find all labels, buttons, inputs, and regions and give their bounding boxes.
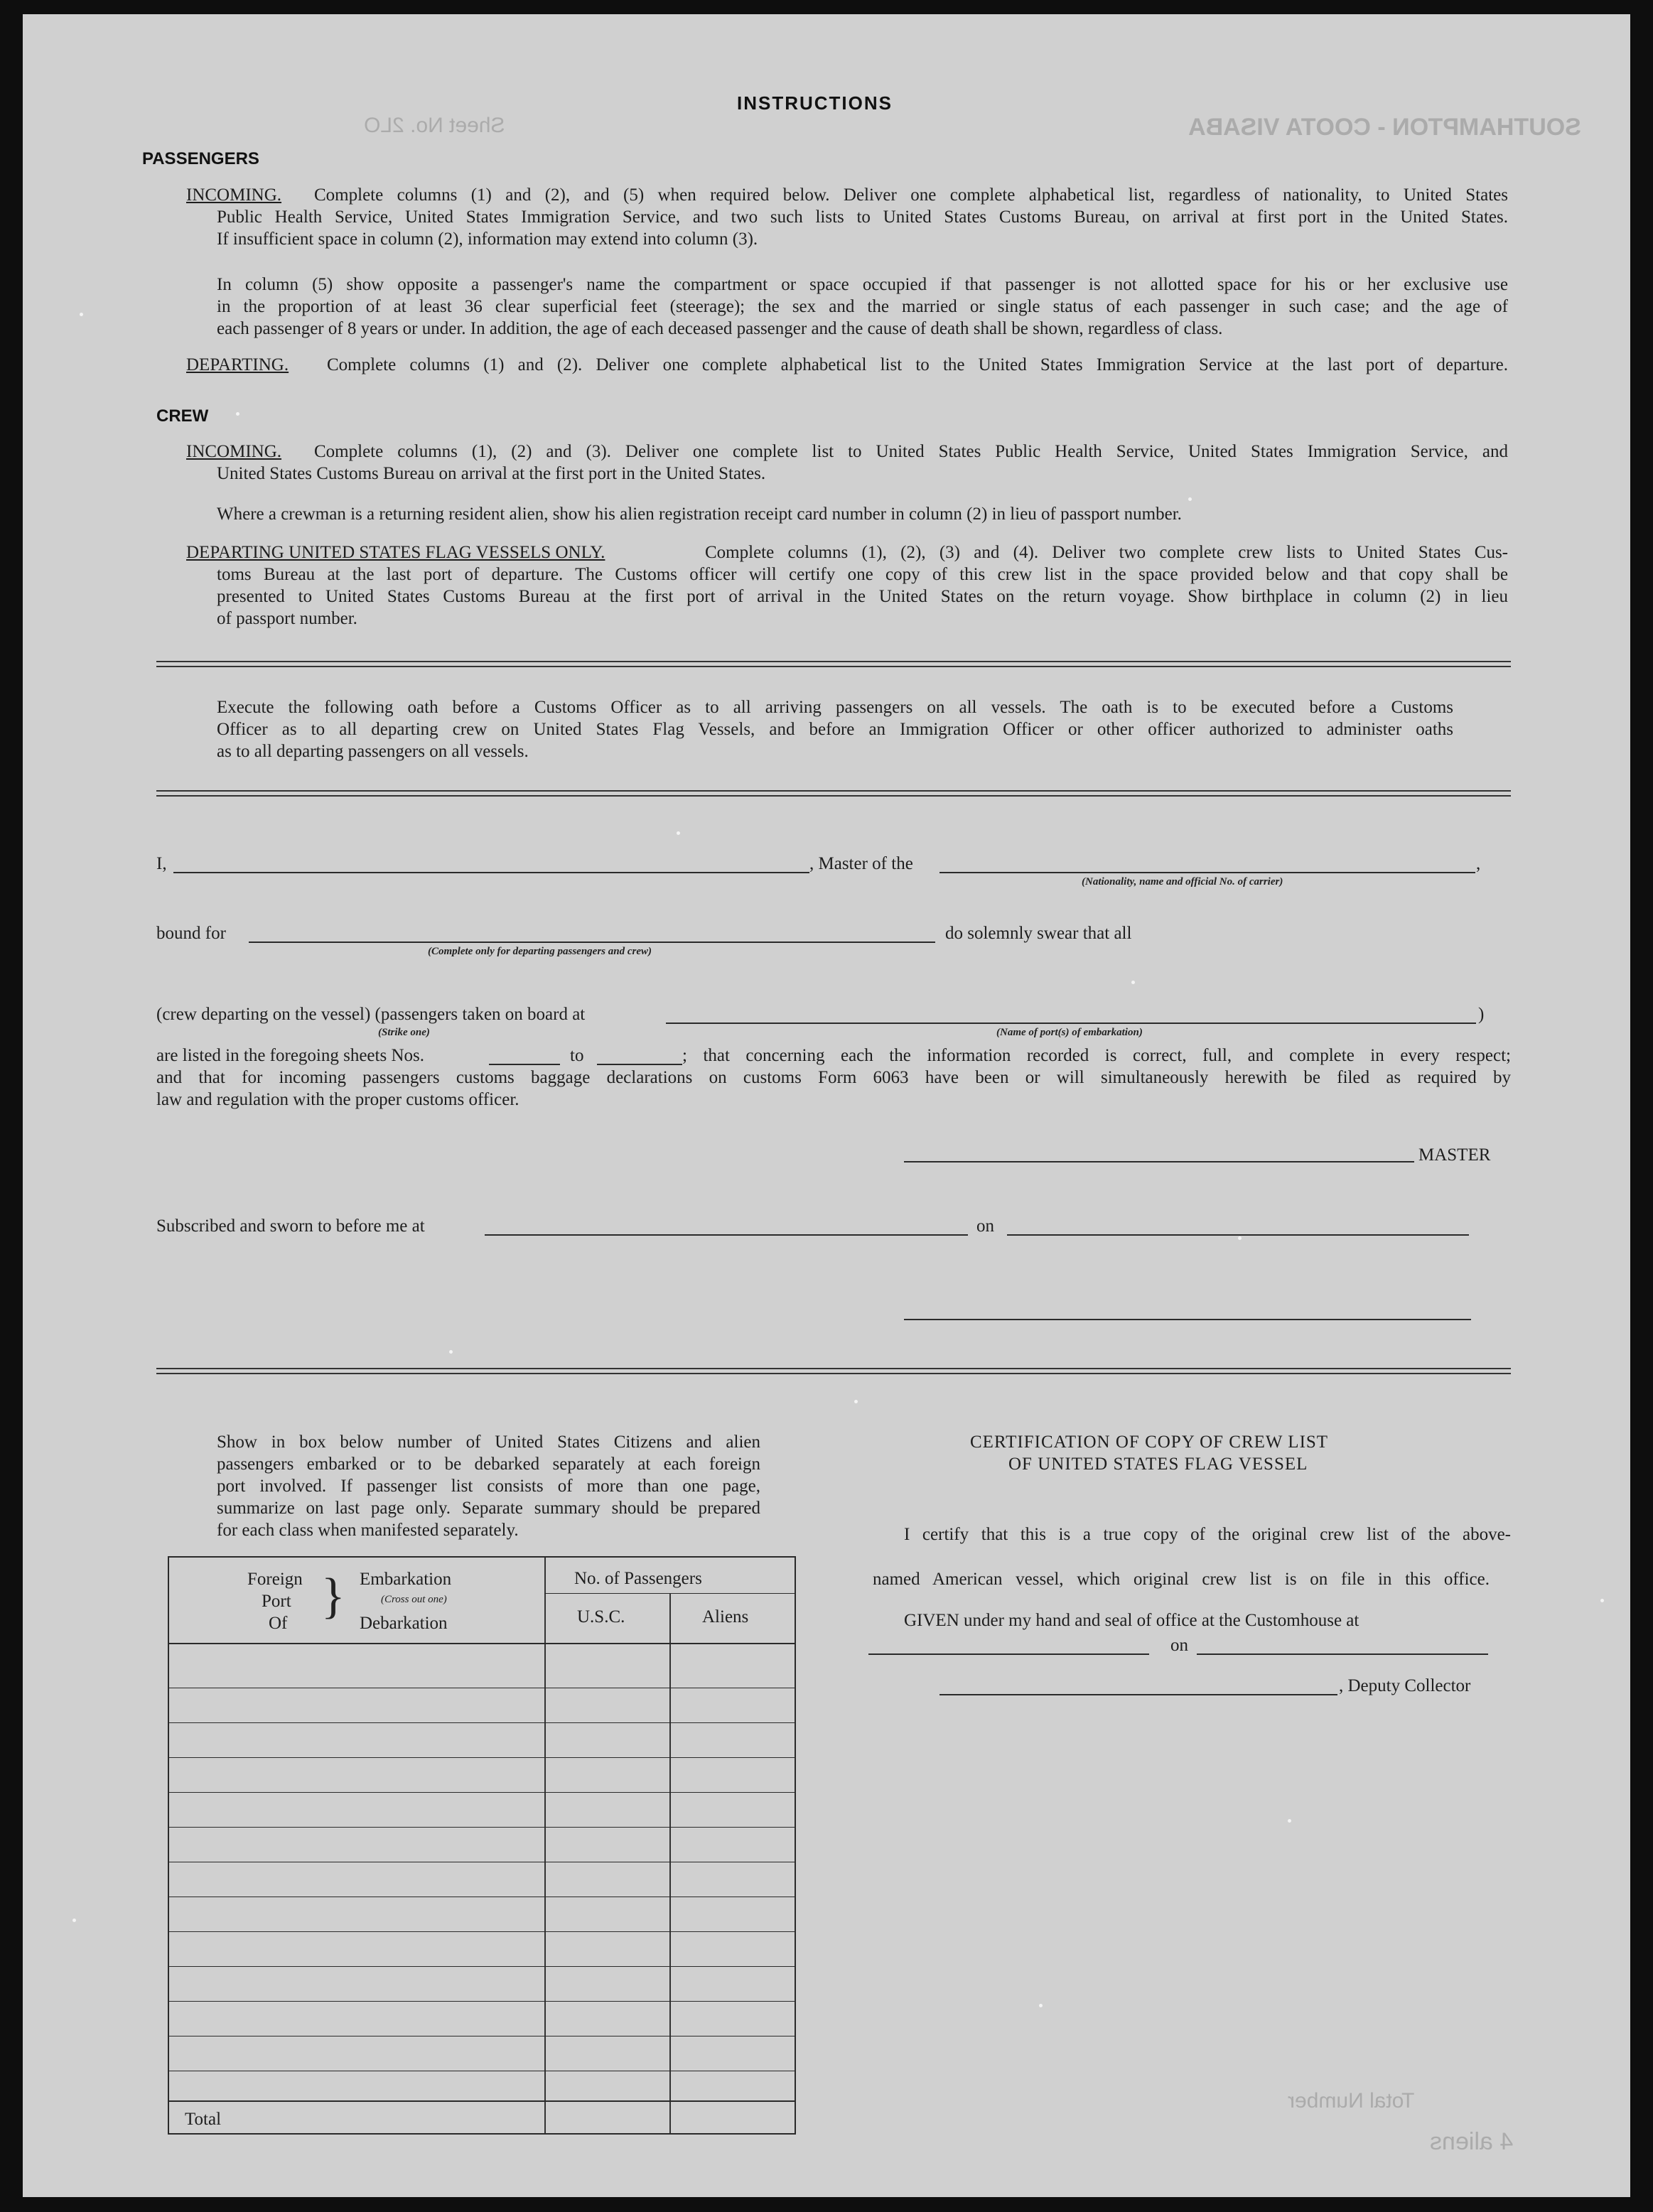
table-row[interactable] — [169, 1966, 795, 1967]
crew-incoming-text: Complete columns (1), (2) and (3). Deliver one complete list to United States Public Health Service, United States Immigration Service, and — [314, 442, 1508, 461]
scan-speck — [80, 313, 83, 316]
officer-signature-field[interactable] — [904, 1319, 1471, 1320]
summary-instruction-text: passengers embarked or to be debarked separately at each foreign — [217, 1455, 760, 1474]
bleed-through-text: SOUTHAMPTON - COOTA VISABA — [1188, 114, 1581, 141]
table-divider — [669, 1593, 671, 2133]
table-header-aliens: Aliens — [702, 1607, 749, 1626]
oath-instruction-text: as to all departing passengers on all vessels. — [217, 742, 529, 761]
scan-speck — [1238, 1236, 1242, 1240]
solemnly-swear-text: do solemnly swear that all — [945, 924, 1132, 943]
summary-instruction-text: for each class when manifested separately. — [217, 1521, 519, 1540]
table-row[interactable] — [169, 1931, 795, 1932]
carrier-field[interactable] — [939, 872, 1475, 873]
table-header-port: Port — [262, 1592, 291, 1611]
certification-date-field[interactable] — [1197, 1653, 1488, 1655]
listed-sheets-text: are listed in the foregoing sheets Nos. — [156, 1046, 424, 1065]
bleed-through-text: Total Number — [1288, 2089, 1415, 2113]
section-divider — [156, 661, 1511, 667]
passengers-column5-text: In column (5) show opposite a passenger's name the compartment or space occupied if that passenger is not allotted space for his or her exclusive use — [217, 275, 1508, 294]
listed-sheets-text: and that for incoming passengers customs baggage declarations on customs Form 6063 have been or will simultaneously herewith be filed as required by — [156, 1068, 1511, 1087]
certification-text: I certify that this is a true copy of the original crew list of the above- — [904, 1525, 1511, 1544]
passengers-incoming-text: If insufficient space in column (2), information may extend into column (3). — [217, 230, 758, 249]
customhouse-field[interactable] — [868, 1653, 1149, 1655]
scan-speck — [1188, 497, 1192, 501]
carrier-field-caption: (Nationality, name and official No. of carrier) — [1082, 876, 1283, 888]
master-of-the-label: , Master of the — [809, 854, 913, 873]
scan-speck — [854, 1400, 858, 1403]
strike-one-caption: (Strike one) — [378, 1027, 430, 1038]
to-label: to — [570, 1046, 584, 1065]
table-row[interactable] — [169, 1722, 795, 1723]
subscribed-date-field[interactable] — [1007, 1234, 1469, 1236]
certification-text: named American vessel, which original crew list is on file in this office. — [873, 1570, 1490, 1589]
listed-sheets-text: ; that concerning each the information recorded is correct, full, and complete in every respect; — [682, 1046, 1511, 1065]
port-of-embarkation-field[interactable] — [666, 1023, 1476, 1024]
crew-departing-text: Complete columns (1), (2), (3) and (4). Deliver two complete crew lists to United States Cus- — [705, 543, 1508, 562]
certification-title: CERTIFICATION OF COPY OF CREW LIST — [970, 1433, 1329, 1452]
table-header-debarkation: Debarkation — [360, 1614, 448, 1633]
table-header-foreign: Foreign — [247, 1570, 303, 1589]
scan-speck — [449, 1350, 453, 1354]
table-row — [169, 1643, 795, 1644]
table-header-usc: U.S.C. — [577, 1607, 625, 1626]
brace-mark: } — [321, 1569, 345, 1624]
scan-speck — [1039, 2004, 1043, 2007]
table-divider — [544, 1593, 795, 1594]
table-row[interactable] — [169, 1757, 795, 1758]
bleed-through-text: Sheet No. 2LO — [364, 114, 505, 137]
certification-title: OF UNITED STATES FLAG VESSEL — [1008, 1455, 1308, 1474]
table-header-cross-out: (Cross out one) — [381, 1594, 447, 1605]
scan-speck — [1288, 1819, 1291, 1823]
certification-text: GIVEN under my hand and seal of office at the Customhouse at — [904, 1611, 1359, 1630]
master-label: MASTER — [1418, 1145, 1491, 1165]
passengers-incoming-text: Complete columns (1) and (2), and (5) when required below. Deliver one complete alphabetical list, regardless of nationality, to United States — [314, 185, 1508, 205]
form-sheet — [23, 14, 1630, 2197]
master-name-field[interactable] — [173, 872, 809, 873]
port-caption: (Name of port(s) of embarkation) — [996, 1027, 1143, 1038]
summary-instruction-text: Show in box below number of United States Citizens and alien — [217, 1433, 760, 1452]
crew-departing-text: toms Bureau at the last port of departure. The Customs officer will certify one copy of this crew list in the space provided below and that copy shall be — [217, 565, 1508, 584]
table-header-embarkation: Embarkation — [360, 1570, 452, 1589]
crew-incoming-text: United States Customs Bureau on arrival at the first port in the United States. — [217, 464, 766, 483]
bleed-through-text: 4 aliens — [1430, 2128, 1514, 2155]
listed-sheets-text: law and regulation with the proper customs officer. — [156, 1090, 519, 1109]
crew-heading: CREW — [156, 406, 209, 426]
passengers-column5-text: each passenger of 8 years or under. In addition, the age of each deceased passenger and the cause of death shall be shown, regardless of class. — [217, 319, 1223, 338]
passenger-summary-table — [168, 1556, 796, 2135]
scan-speck — [677, 831, 680, 835]
passengers-heading: PASSENGERS — [142, 149, 259, 168]
passengers-departing-text: Complete columns (1) and (2). Deliver one complete alphabetical list to the United States Immigration Service at the last port of departure. — [327, 355, 1508, 374]
table-total-label: Total — [185, 2110, 222, 2129]
bound-for-field[interactable] — [249, 942, 935, 943]
section-divider — [156, 790, 1511, 797]
comma-mark: , — [1476, 854, 1481, 873]
subscribed-place-field[interactable] — [485, 1234, 968, 1236]
oath-i-label: I, — [156, 854, 167, 873]
crew-resident-text: Where a crewman is a returning resident alien, show his alien registration receipt card number in column (2) in lieu of passport number. — [217, 505, 1182, 524]
scan-speck — [1600, 1599, 1604, 1602]
subscribed-label: Subscribed and sworn to before me at — [156, 1216, 425, 1236]
bound-for-label: bound for — [156, 924, 226, 943]
table-row — [169, 2100, 795, 2102]
table-row[interactable] — [169, 2001, 795, 2002]
close-paren: ) — [1478, 1005, 1485, 1024]
crew-departing-text: presented to United States Customs Bureau at the first port of arrival in the United States on the return voyage. Show birthplace in column (2) in lieu — [217, 587, 1508, 606]
scan-speck — [1131, 981, 1135, 984]
passengers-incoming-label: INCOMING. — [186, 185, 282, 205]
passengers-column5-text: in the proportion of at least 36 clear superficial feet (steerage); the sex and the married or single status of each passenger in such case; and the age of — [217, 297, 1508, 316]
crew-departing-text: (crew departing on the vessel) (passengers taken on board at — [156, 1005, 586, 1024]
section-divider — [156, 1368, 1511, 1374]
crew-incoming-label: INCOMING. — [186, 442, 282, 461]
sheet-from-field[interactable] — [489, 1064, 560, 1065]
passengers-incoming-text: Public Health Service, United States Immigration Service, and two such lists to United States Customs Bureau, on arrival at first port in the United States. — [217, 207, 1508, 227]
oath-instruction-text: Execute the following oath before a Customs Officer as to all arriving passengers on all vessels. The oath is to be executed before a Customs — [217, 698, 1453, 717]
summary-instruction-text: port involved. If passenger list consists of more than one page, — [217, 1477, 760, 1496]
sheet-to-field[interactable] — [597, 1064, 682, 1065]
summary-instruction-text: summarize on last page only. Separate summary should be prepared — [217, 1499, 760, 1518]
on-label: on — [976, 1216, 994, 1236]
master-signature-field[interactable] — [904, 1161, 1414, 1162]
page-title: INSTRUCTIONS — [737, 92, 893, 114]
crew-departing-label: DEPARTING UNITED STATES FLAG VESSELS ONLY. — [186, 543, 605, 562]
oath-instruction-text: Officer as to all departing crew on United States Flag Vessels, and before an Immigration Officer or other officer authorized to administer oaths — [217, 720, 1453, 739]
certification-on-label: on — [1170, 1636, 1188, 1655]
crew-departing-text: of passport number. — [217, 609, 357, 628]
table-row[interactable] — [169, 1827, 795, 1828]
table-row[interactable] — [169, 1792, 795, 1793]
deputy-collector-label: , Deputy Collector — [1339, 1676, 1471, 1695]
scan-speck — [236, 412, 239, 416]
bound-for-caption: (Complete only for departing passengers and crew) — [428, 946, 652, 957]
table-header-of: Of — [269, 1614, 288, 1633]
scan-speck — [72, 1919, 76, 1922]
table-header-no-passengers: No. of Passengers — [574, 1569, 702, 1588]
passengers-departing-label: DEPARTING. — [186, 355, 289, 374]
deputy-collector-signature-field[interactable] — [939, 1694, 1337, 1695]
